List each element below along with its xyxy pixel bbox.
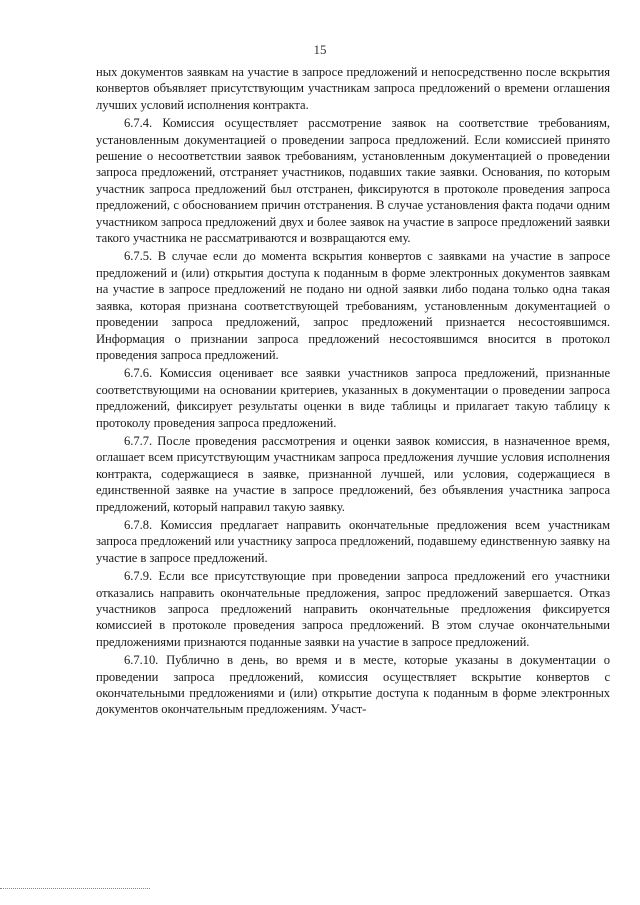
footer-dotted-rule (0, 888, 150, 889)
paragraph-continuation: ных документов заявкам на участие в запросе предложений и непосредственно после вскрытия конвертов объявляет присутствующим участникам запроса предложений о времени оглашения лучших условий исполнения контракта. (96, 65, 610, 112)
document-text (96, 64, 610, 718)
page-number: 15 (313, 42, 327, 57)
paragraph-6-7-5: 6.7.5. В случае если до момента вскрытия конвертов с заявками на участие в запросе предложений и (или) открытия доступа к поданным в форме электронных документов заявкам на участие в запросе предложений не подано ни одной заявки либо подана только одна такая заявка, которая признана соответствующей требованиям, установленным документацией о проведении запроса предложений, запрос предложений признается несостоявшимся. Информация о признании запроса предложений несостоявшимся вносится в протокол проведения запроса предложений. (96, 249, 610, 362)
paragraph-6-7-9: 6.7.9. Если все присутствующие при проведении запроса предложений его участники отказались направить окончательные предложения, запрос предложений завершается. Отказ участников запроса предложений направить окончательные предложения фиксируется комиссией в протоколе проведения запроса предложений. В этом случае окончательными предложениями признаются поданные заявки на участие в запросе предложений. (96, 569, 610, 649)
paragraph-6-7-8: 6.7.8. Комиссия предлагает направить окончательные предложения всем участникам запроса предложений или участнику запроса предложений, подавшему единственную заявку на участие в запросе предложений. (96, 517, 610, 565)
paragraph-6-7-4: 6.7.4. Комиссия осуществляет рассмотрение заявок на соответствие требованиям, установленным документацией о проведении запроса предложений. Если комиссией принято решение о несоответствии заявок требованиям, установленным документацией о проведении запроса предложений, отстраняет участников, подавших такие заявки. Основания, по которым участник запроса предложений был отстранен, фиксируются в протоколе проведения запроса предложений, с обоснованием причин отстранения. В случае установления факта подачи одним участником запроса предложений двух и более заявок на участие в запросе предложений заявки такого участника не рассматриваются и возвращаются ему. (96, 116, 610, 246)
paragraph-6-7-6: 6.7.6. Комиссия оценивает все заявки участников запроса предложений, признанные соответствующими на основании критериев, указанных в документации о проведении запроса предложений, фиксирует результаты оценки в виде таблицы и прилагает такую таблицу к протоколу проведения запроса предложений. (96, 366, 610, 430)
paragraph-6-7-7: 6.7.7. После проведения рассмотрения и оценки заявок комиссия, в назначенное время, оглашает всем присутствующим участникам запроса предложения лучшие условия исполнения контракта, содержащиеся в заявке, признанной лучшей, или условия, содержащиеся в единственной заявке на участие в запросе предложений, без объявления участника запроса предложений, который направил такую заявку. (96, 433, 610, 514)
paragraph-6-7-10: 6.7.10. Публично в день, во время и в месте, которые указаны в документации о проведении запроса предложений, комиссия осуществляет вскрытие конвертов с окончательными предложениями и (или) открытие доступа к поданным в форме электронных документов окончательным предложениям. Участ- (96, 653, 610, 717)
